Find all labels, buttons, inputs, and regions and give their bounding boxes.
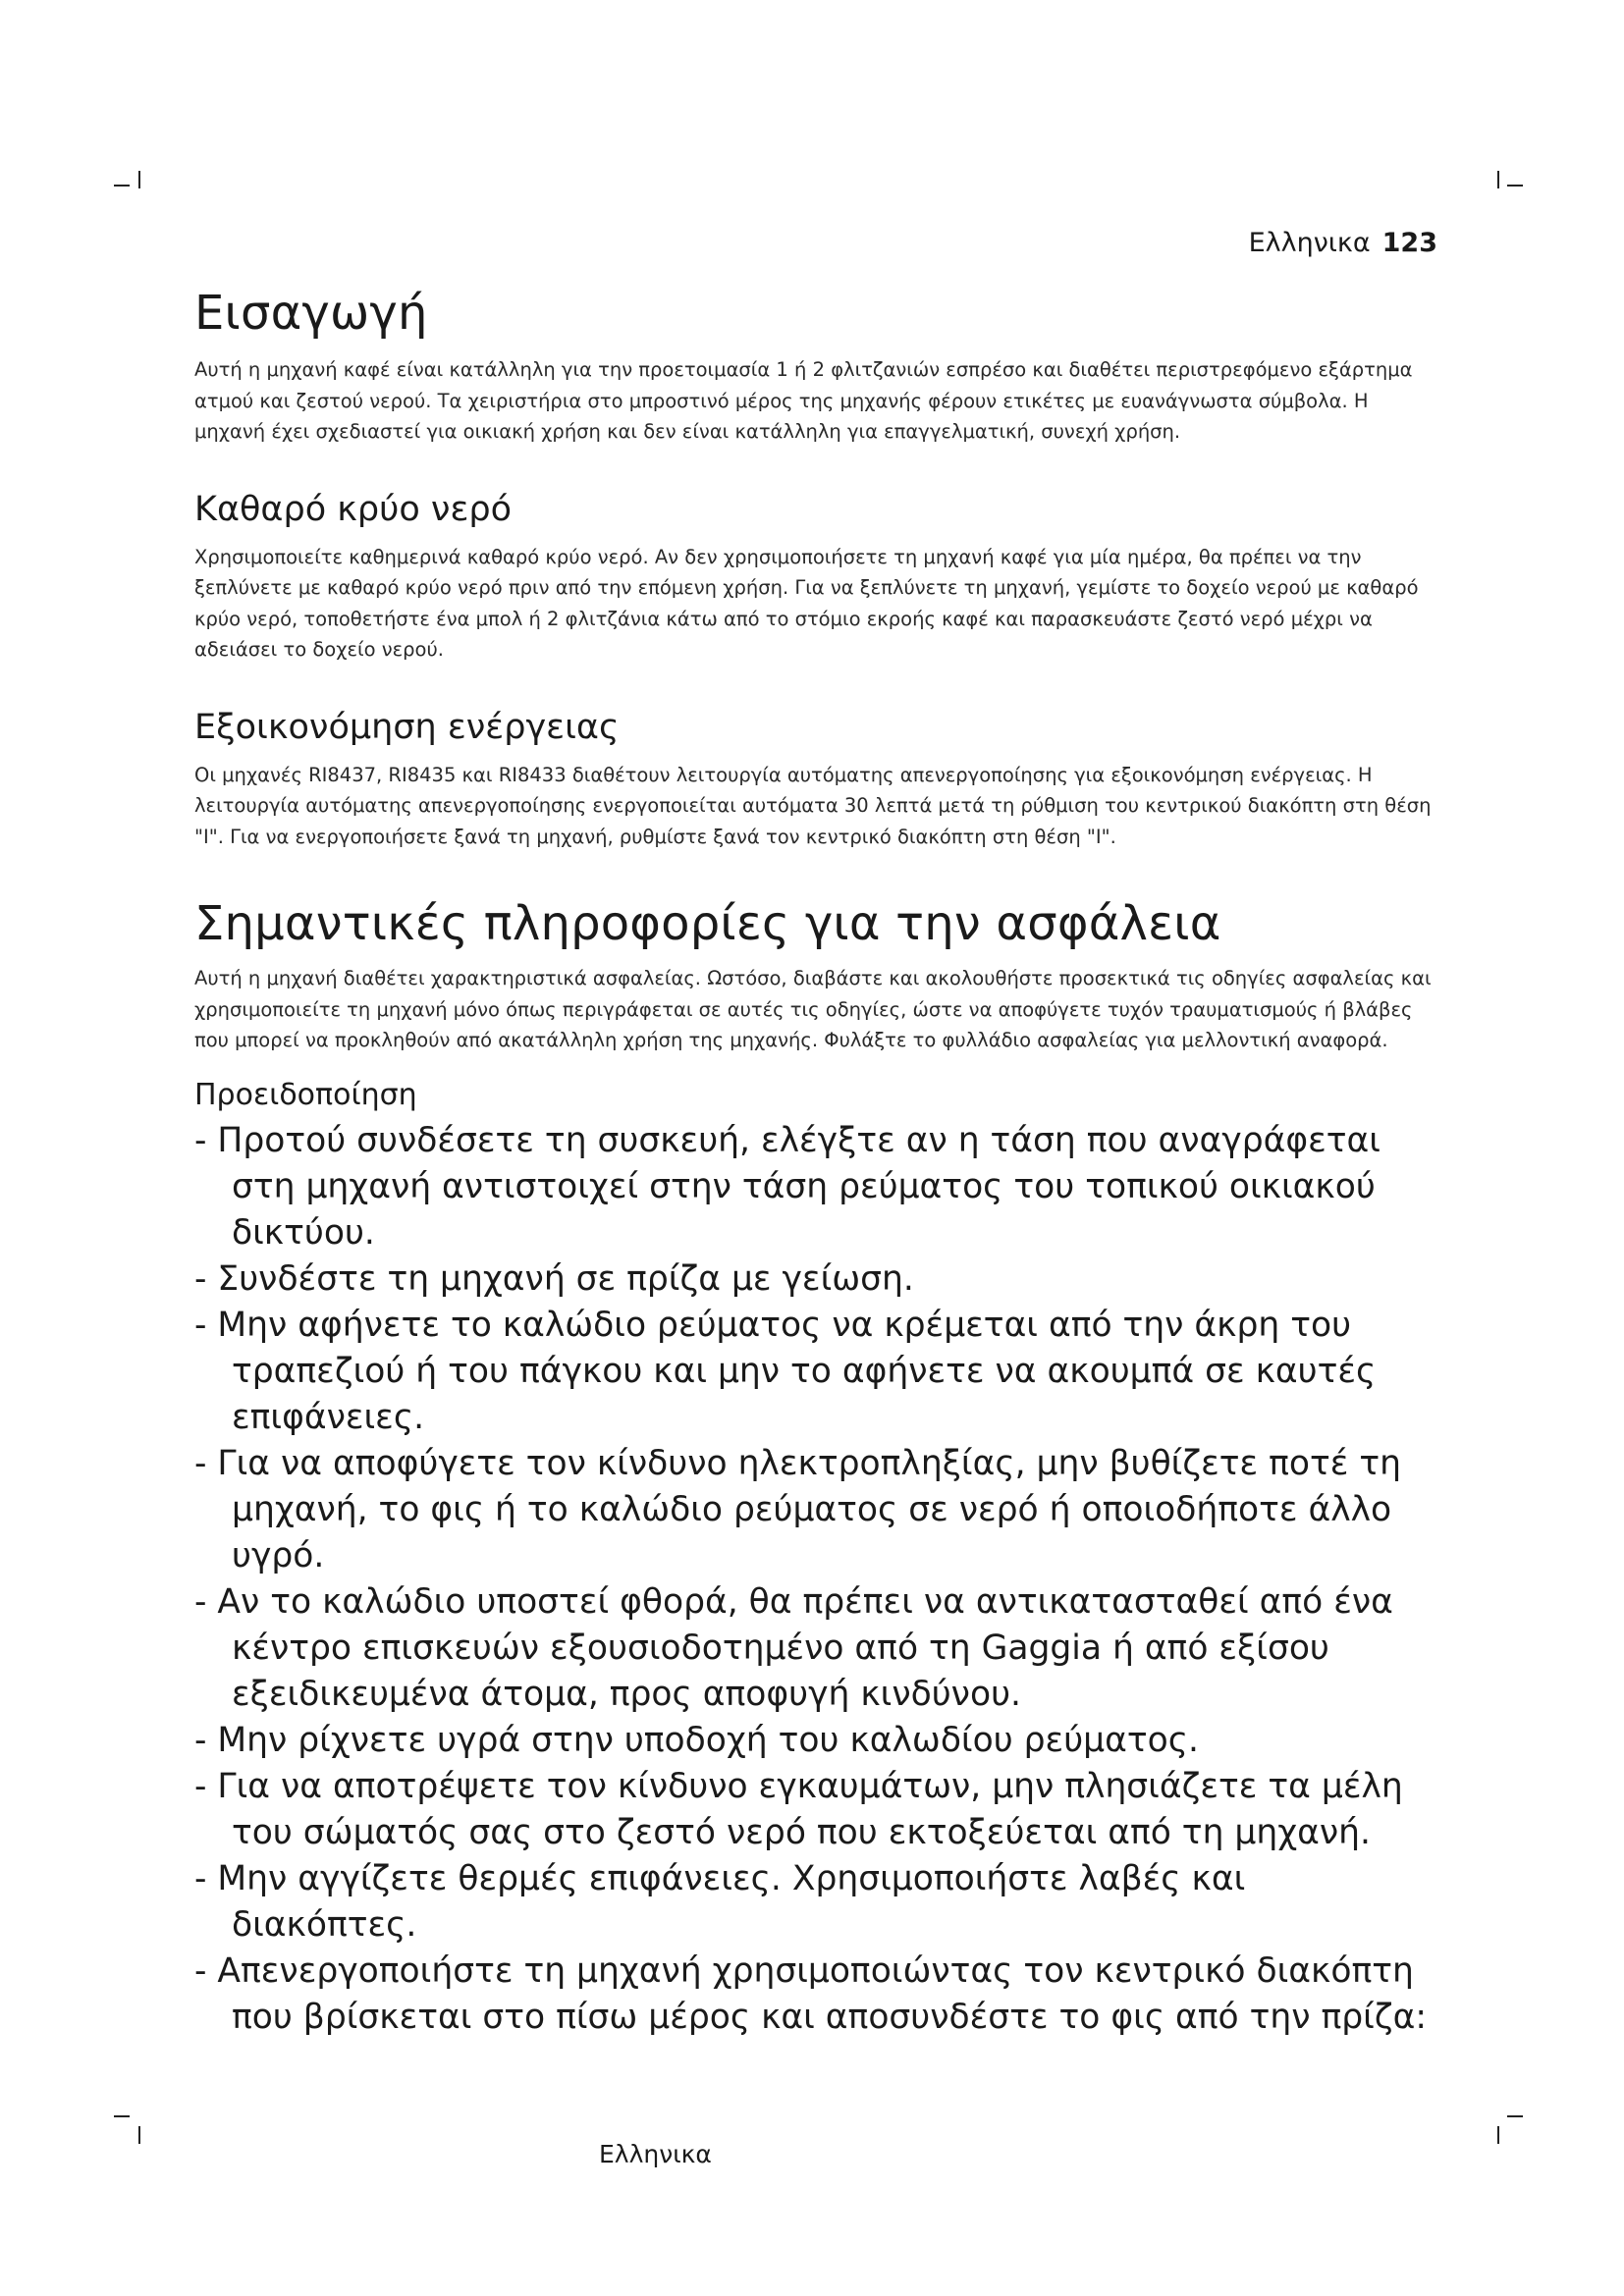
section-title: Εξοικονόμηση ενέργειας (194, 707, 620, 747)
crop-mark (114, 2115, 130, 2117)
page-header (1249, 228, 1437, 258)
section-title: Σημαντικές πληροφορίες για την ασφάλεια (194, 896, 1221, 952)
crop-mark (1507, 185, 1523, 187)
warning-item: - Για να αποτρέψετε τον κίνδυνο εγκαυμάτων, μην πλησιάζετε τα μέλη του σώματός σας στο ζεστό νερό που εκτοξεύεται από τη μηχανή. (194, 1766, 1403, 1852)
warning-item: - Προτού συνδέσετε τη συσκευή, ελέγξτε αν η τάση που αναγράφεται στη μηχανή αντιστοιχεί στην τάση ρεύματος του τοπικού οικιακού δικτύου. (194, 1120, 1380, 1253)
section-title: Εισαγωγή (194, 286, 428, 341)
page-content (194, 287, 1434, 2041)
crop-mark (1507, 2115, 1523, 2117)
section-body: Αυτή η μηχανή καφέ είναι κατάλληλη για την προετοιμασία 1 ή 2 φλιτζανιών εσπρέσο και διαθέτει περιστρεφόμενο εξάρτημα ατμού και ζεστού νερού. Τα χειριστήρια στο μπροστινό μέρος της μηχανής φέρουν ετικέτες με ευανάγνωστα σύμβολα. Η μηχανή έχει σχεδιαστεί για οικιακή χρήση και δεν είναι κατάλληλη για επαγγελματική, συνεχή χρήση. (194, 358, 1413, 444)
crop-mark (138, 2126, 140, 2144)
section-introduction (194, 287, 1434, 448)
header-language: Ελληνικα (1248, 228, 1371, 258)
warning-item: - Για να αποφύγετε τον κίνδυνο ηλεκτροπληξίας, μην βυθίζετε ποτέ τη μηχανή, το φις ή το καλώδιο ρεύματος σε νερό ή οποιοδήποτε άλλο υγρό. (194, 1443, 1402, 1575)
section-body: Χρησιμοποιείτε καθημερινά καθαρό κρύο νερό. Αν δεν χρησιμοποιήσετε τη μηχανή καφέ για μία ημέρα, θα πρέπει να την ξεπλύνετε με καθαρό κρύο νερό πριν από την επόμενη χρήση. Για να ξεπλύνετε τη μηχανή, γεμίστε το δοχείο νερού με καθαρό κρύο νερό, τοποθετήστε ένα μπολ ή 2 φλιτζάνια κάτω από το στόμιο εκροής καφέ και παρασκευάστε ζεστό νερό μέχρι να αδειάσει το δοχείο νερού. (194, 545, 1419, 662)
section-title: Καθαρό κρύο νερό (194, 489, 512, 529)
warning-title: Προειδοποίηση (194, 1077, 417, 1112)
warning-item: - Μην αγγίζετε θερμές επιφάνειες. Χρησιμοποιήστε λαβές και διακόπτες. (194, 1858, 1246, 1945)
section-energy-saving (194, 707, 1434, 853)
crop-mark (1497, 171, 1499, 188)
section-body: Αυτή η μηχανή διαθέτει χαρακτηριστικά ασφαλείας. Ωστόσο, διαβάστε και ακολουθήστε προσεκτικά τις οδηγίες ασφαλείας και χρησιμοποιείτε τη μηχανή μόνο όπως περιγράφεται σε αυτές τις οδηγίες, ώστε να αποφύγετε τυχόν τραυματισμούς ή βλάβες που μπορεί να προκληθούν από ακατάλληλη χρήση της μηχανής. Φυλάξτε το φυλλάδιο ασφαλείας για μελλοντική αναφορά. (194, 967, 1432, 1052)
warning-item: - Συνδέστε τη μηχανή σε πρίζα με γείωση. (194, 1258, 914, 1299)
crop-mark (1497, 2126, 1499, 2144)
section-safety (194, 897, 1434, 2041)
warning-item: - Απενεργοποιήστε τη μηχανή χρησιμοποιώντας τον κεντρικό διακόπτη που βρίσκεται στο πίσω μέρος και αποσυνδέστε το φις από την πρίζα: (194, 1950, 1427, 2037)
page-footer: Ελληνικα (599, 2140, 712, 2168)
warning-list (194, 1118, 1434, 2041)
section-clean-water (194, 489, 1434, 666)
warning-item: - Αν το καλώδιο υποστεί φθορά, θα πρέπει να αντικατασταθεί από ένα κέντρο επισκευών εξουσιοδοτημένο από τη Gaggia ή από εξίσου εξειδικευμένα άτομα, προς αποφυγή κινδύνου. (194, 1581, 1393, 1714)
crop-mark (114, 185, 130, 187)
warning-item: - Μην αφήνετε το καλώδιο ρεύματος να κρέμεται από την άκρη του τραπεζιού ή του πάγκου και μην το αφήνετε να ακουμπά σε καυτές επιφάνειες. (194, 1305, 1377, 1437)
page-number: 123 (1381, 228, 1437, 258)
crop-mark (138, 171, 140, 188)
section-body: Οι μηχανές RI8437, RI8435 και RI8433 διαθέτουν λειτουργία αυτόματης απενεργοποίησης για εξοικονόμηση ενέργειας. Η λειτουργία αυτόματης απενεργοποίησης ενεργοποιείται αυτόματα 30 λεπτά μετά τη ρύθμιση του κεντρικού διακόπτη στη θέση "I". Για να ενεργοποιήσετε ξανά τη μηχανή, ρυθμίστε ξανά τον κεντρικό διακόπτη στη θέση "I". (194, 763, 1432, 848)
warning-item: - Μην ρίχνετε υγρά στην υποδοχή του καλωδίου ρεύματος. (194, 1720, 1199, 1760)
